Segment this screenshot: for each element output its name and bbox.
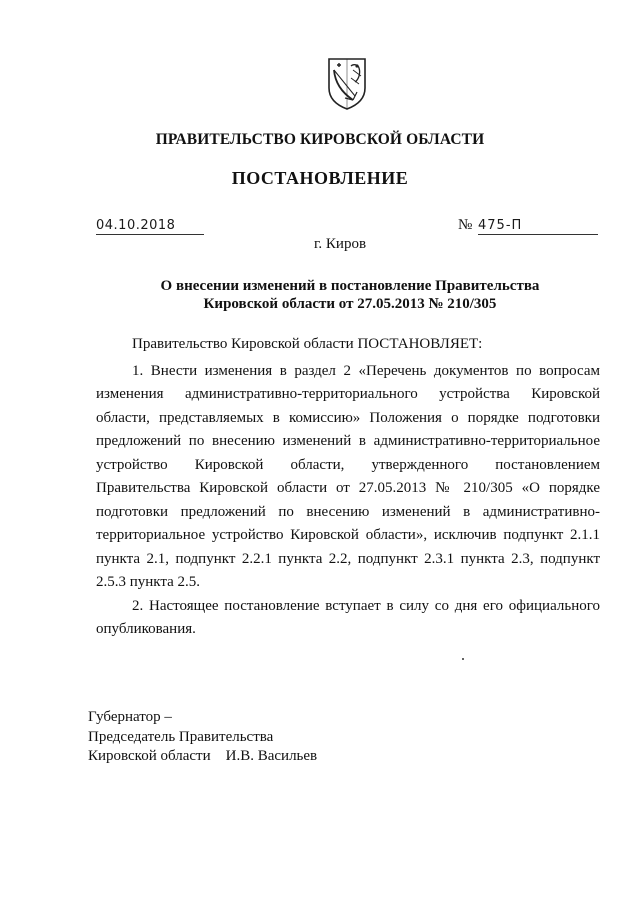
kirov-coat-of-arms-icon <box>325 56 369 110</box>
number-sign: № <box>458 217 473 233</box>
item-2-paragraph: 2. Настоящее постановление вступает в силу со дня его официального опубликования. <box>96 597 600 637</box>
signatory-org: Кировской области <box>88 748 211 764</box>
document-body <box>96 333 600 642</box>
subject-line-2: Кировской области от 27.05.2013 № 210/305 <box>203 296 497 312</box>
signature-block <box>88 708 488 767</box>
signatory-name: И.В. Васильев <box>225 748 318 764</box>
subject-line-1: О внесении изменений в постановление Правительства <box>160 278 540 294</box>
government-title: ПРАВИТЕЛЬСТВО КИРОВСКОЙ ОБЛАСТИ <box>155 131 485 148</box>
intro-paragraph: Правительство Кировской области ПОСТАНОВЛЯЕТ: <box>132 336 483 352</box>
document-subject <box>100 277 600 313</box>
document-number: 475-П <box>478 218 598 235</box>
signatory-title-2: Председатель Правительства <box>88 728 274 745</box>
document-type: ПОСТАНОВЛЕНИЕ <box>231 168 409 188</box>
signatory-line-3 <box>88 747 488 767</box>
scan-speck <box>462 658 464 660</box>
document-date: 04.10.2018 <box>96 218 204 235</box>
city: г. Киров <box>313 236 367 252</box>
item-1-paragraph: 1. Внести изменения в раздел 2 «Перечень документов по вопросам изменения административно-территориального устройства Кировской области, представляемых в комиссию» Положения о порядке подготовки предложений по внесению изменений в административно-территориальное устройство Кировской области, утвержденного постановлением Правительства Кировской области от 27.05.2013 № 210/305 «О порядке подготовки предложений по внесению изменений в административно-территориальное устройство Кировской области», исключив подпункт 2.1.1 пункта 2.1, подпункт 2.2.1 пункта 2.2, подпункт 2.3.1 пункта 2.3, подпункт 2.5.3 пункта 2.5. <box>96 362 600 590</box>
signatory-title-1: Губернатор – <box>88 709 172 725</box>
